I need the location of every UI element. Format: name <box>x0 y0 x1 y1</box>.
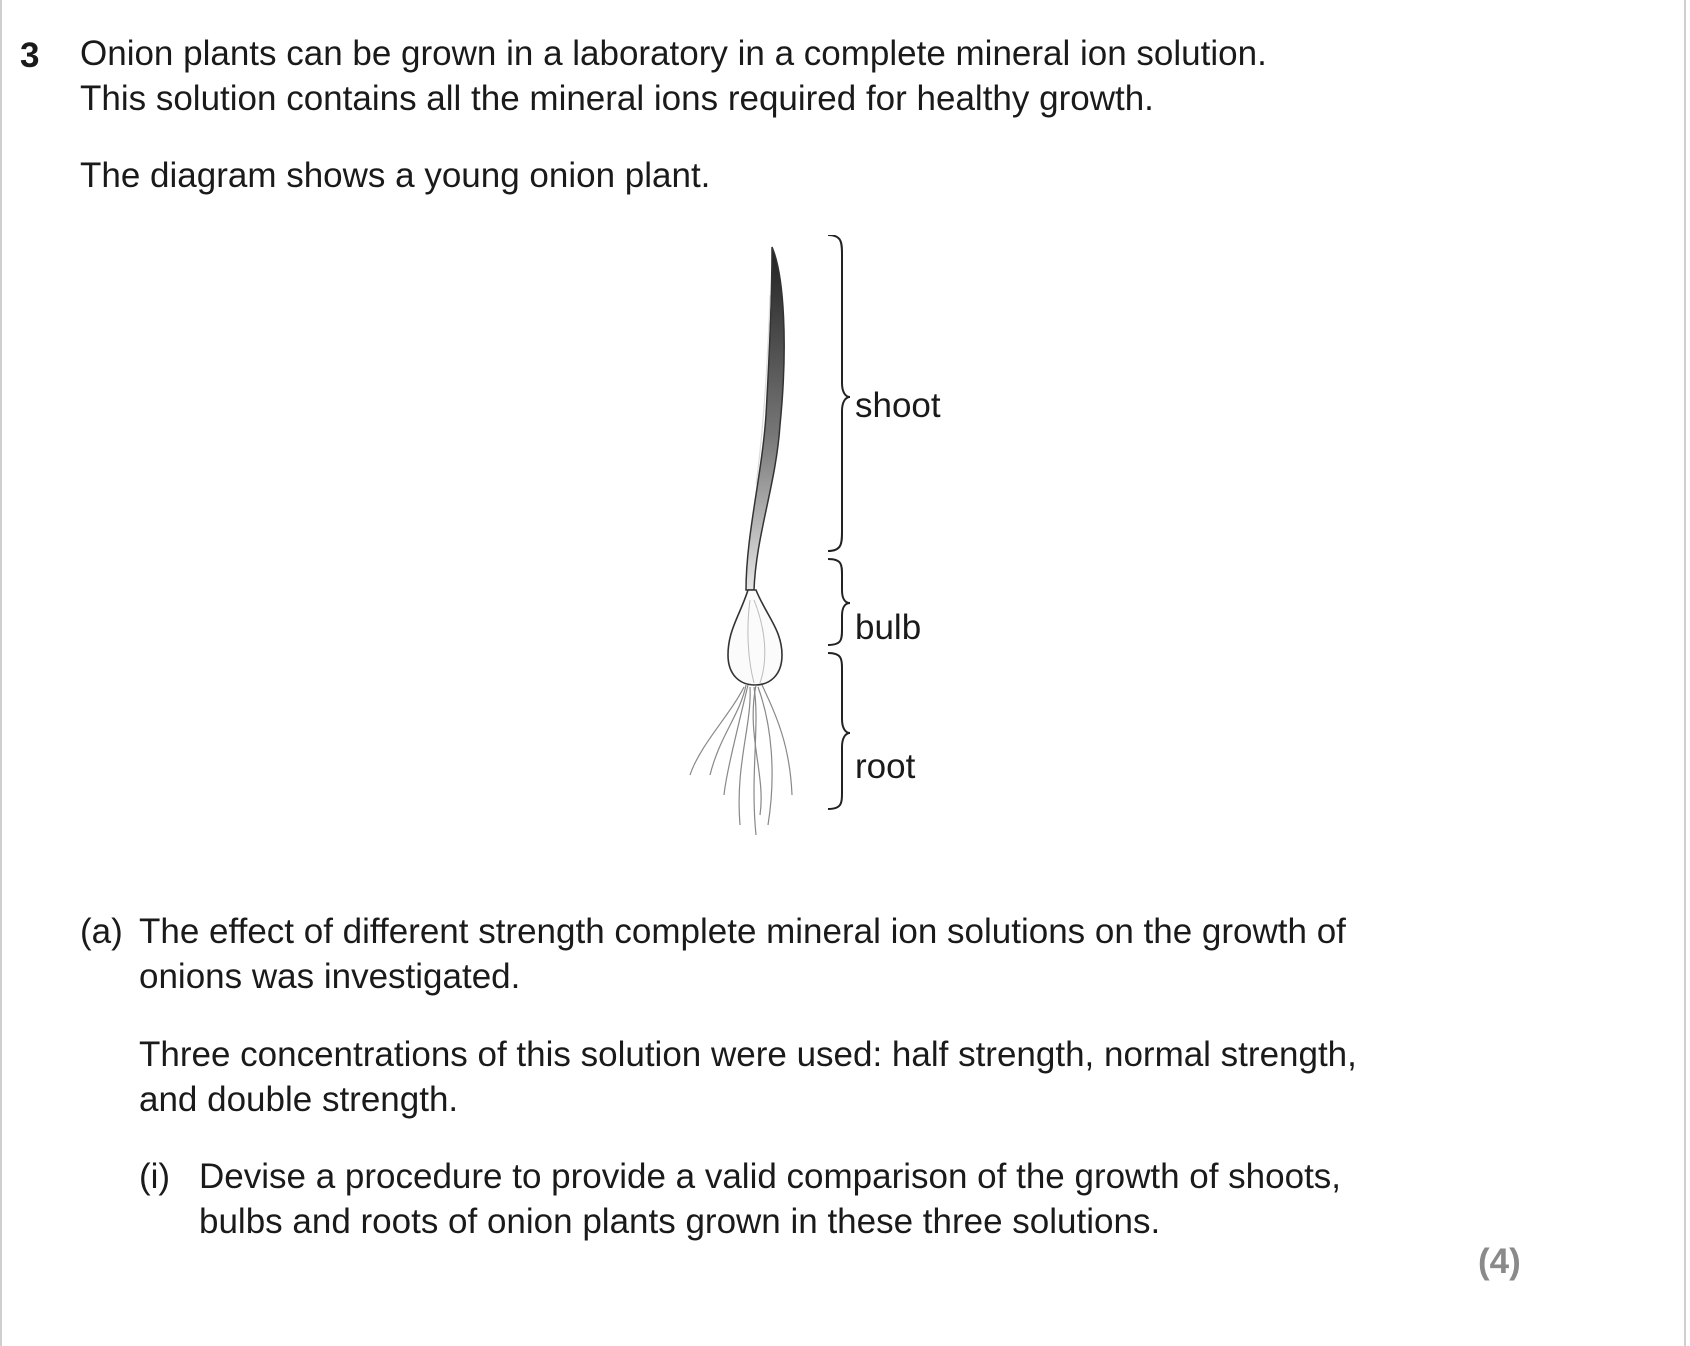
intro-line-2: This solution contains all the mineral ions required for healthy growth. <box>80 79 1154 118</box>
right-margin-rule <box>1684 0 1686 1346</box>
shoot-drawing <box>746 247 784 590</box>
root-label: root <box>855 747 916 786</box>
bulb-drawing <box>728 590 782 685</box>
part-a-line-2: onions was investigated. <box>139 957 521 996</box>
bulb-bracket <box>828 559 850 645</box>
part-i-label: (i) <box>139 1157 171 1196</box>
part-a-line-1: The effect of different strength complete mineral ion solutions on the growth of <box>139 912 1346 951</box>
shoot-label: shoot <box>855 386 941 425</box>
part-a-line-4: and double strength. <box>139 1080 459 1119</box>
brackets <box>828 235 850 809</box>
diagram-intro: The diagram shows a young onion plant. <box>80 156 711 195</box>
question-number: 3 <box>20 36 40 75</box>
bulb-label: bulb <box>855 608 922 647</box>
intro-line-1: Onion plants can be grown in a laboratory in a complete mineral ion solution. <box>80 34 1267 73</box>
shoot-bracket <box>828 235 850 551</box>
marks-allocation: (4) <box>1478 1242 1521 1281</box>
root-drawing <box>690 685 792 835</box>
part-a-line-3: Three concentrations of this solution were used: half strength, normal strength, <box>139 1035 1357 1074</box>
left-margin-rule <box>0 0 2 1346</box>
part-i-line-1: Devise a procedure to provide a valid comparison of the growth of shoots, <box>199 1157 1342 1196</box>
onion-plant-diagram <box>680 235 980 865</box>
root-bracket <box>828 653 850 809</box>
part-a-label: (a) <box>80 912 123 951</box>
part-i-line-2: bulbs and roots of onion plants grown in these three solutions. <box>199 1202 1161 1241</box>
